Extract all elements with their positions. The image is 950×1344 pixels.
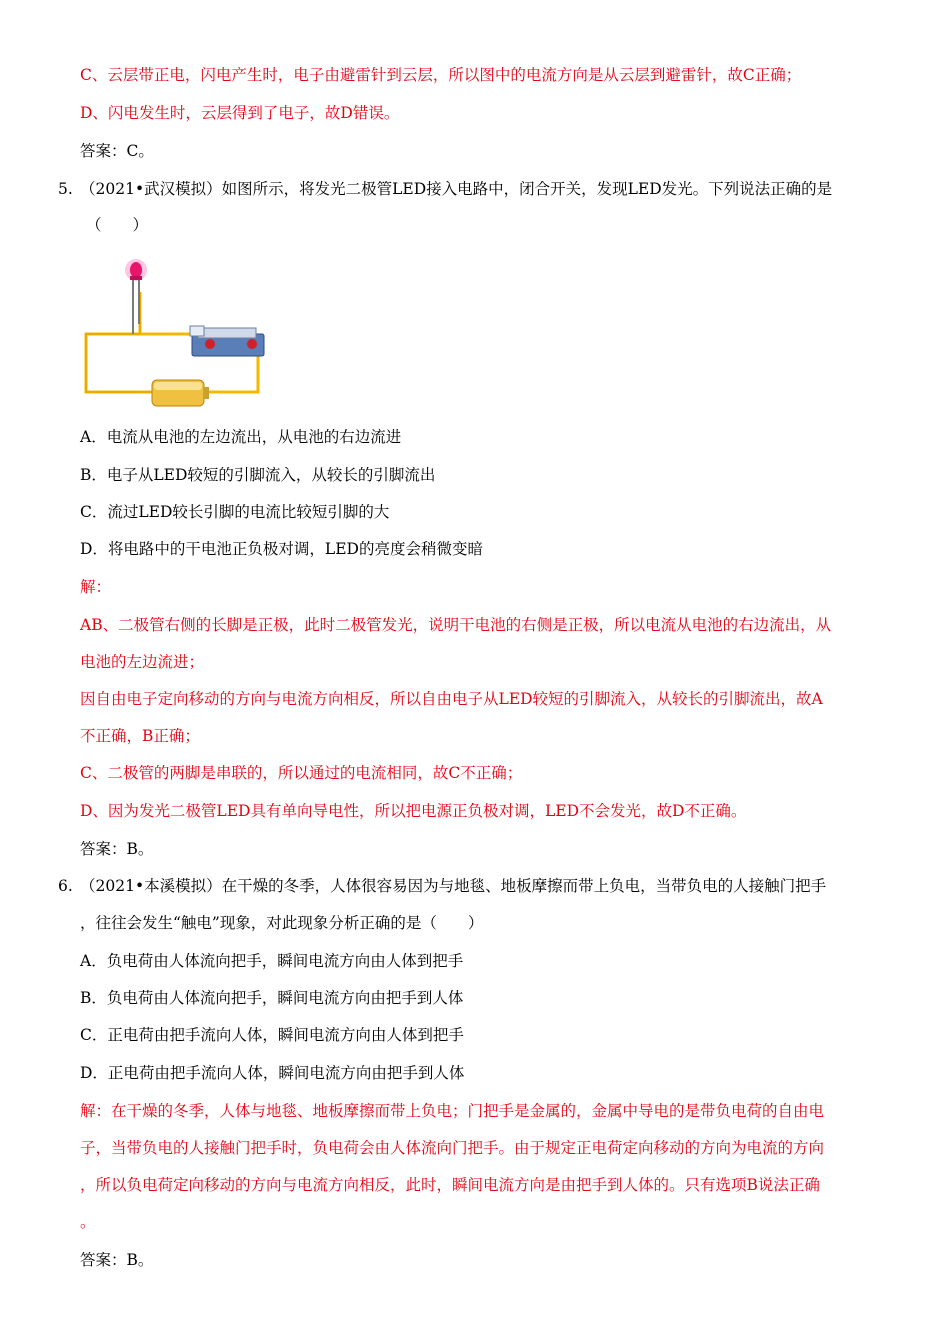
led-circuit-diagram <box>72 252 272 412</box>
question-5-number: 5. <box>58 180 73 198</box>
q5-solution-d: D、因为发光二极管LED具有单向导电性，所以把电源正负极对调，LED不会发光，故D不正确。 <box>80 802 747 820</box>
q5-solution-ab-2: 电池的左边流进； <box>80 653 205 671</box>
q5-option-b: B．电子从LED较短的引脚流入，从较长的引脚流出 <box>80 466 436 484</box>
question-6-stem-2: ，往往会发生“触电”现象，对此现象分析正确的是（ ） <box>80 914 484 932</box>
q6-option-c: C．正电荷由把手流向人体，瞬间电流方向由人体到把手 <box>80 1026 464 1044</box>
q6-option-b: B．负电荷由人体流向把手，瞬间电流方向由把手到人体 <box>80 989 464 1007</box>
q5-solution-label: 解： <box>80 578 112 596</box>
q6-option-d: D．正电荷由把手流向人体，瞬间电流方向由把手到人体 <box>80 1064 465 1082</box>
q5-option-c: C．流过LED较长引脚的电流比较短引脚的大 <box>80 503 390 521</box>
prev-option-c-explanation: C、云层带正电，闪电产生时，电子由避雷针到云层，所以图中的电流方向是从云层到避雷针，故C正确； <box>80 66 802 84</box>
q6-option-a: A．负电荷由人体流向把手，瞬间电流方向由人体到把手 <box>80 952 464 970</box>
q6-solution-1: 解：在干燥的冬季，人体与地毯、地板摩擦而带上负电；门把手是金属的，金属中导电的是带负电荷的自由电 <box>80 1102 825 1120</box>
prev-answer: 答案：C。 <box>80 142 154 160</box>
q6-solution-3: ，所以负电荷定向移动的方向与电流方向相反，此时，瞬间电流方向是由把手到人体的。只有选项B说法正确 <box>80 1176 820 1194</box>
question-5-blank: （ ） <box>86 216 149 234</box>
q5-solution-ab-1: AB、二极管右侧的长脚是正极，此时二极管发光，说明干电池的右侧是正极，所以电流从电池的右边流出，从 <box>80 616 832 634</box>
q6-solution-4: 。 <box>80 1213 96 1231</box>
q6-answer: 答案：B。 <box>80 1251 154 1269</box>
q5-solution-ab-4: 不正确，B正确； <box>80 727 200 745</box>
q5-option-a: A．电流从电池的左边流出，从电池的右边流进 <box>80 428 402 446</box>
q5-answer: 答案：B。 <box>80 840 154 858</box>
switch-icon <box>190 326 264 356</box>
question-6-stem-1: （2021•本溪模拟）在干燥的冬季，人体很容易因为与地毯、地板摩擦而带上负电，当带负电的人接触门把手 <box>80 877 827 895</box>
question-6-number: 6. <box>58 877 73 895</box>
q5-option-d: D．将电路中的干电池正负极对调，LED的亮度会稍微变暗 <box>80 540 483 558</box>
q5-solution-c: C、二极管的两脚是串联的，所以通过的电流相同，故C不正确； <box>80 764 523 782</box>
prev-option-d-explanation: D、闪电发生时，云层得到了电子，故D错误。 <box>80 104 400 122</box>
battery-icon <box>152 380 209 406</box>
q5-solution-ab-3: 因自由电子定向移动的方向与电流方向相反，所以自由电子从LED较短的引脚流入，从较长的引脚流出，故A <box>80 690 823 708</box>
q6-solution-2: 子，当带负电的人接触门把手时，负电荷会由人体流向门把手。由于规定正电荷定向移动的方向为电流的方向 <box>80 1139 825 1157</box>
question-5-stem: （2021•武汉模拟）如图所示，将发光二极管LED接入电路中，闭合开关，发现LED发光。下列说法正确的是 <box>80 180 833 198</box>
led-icon <box>125 259 147 334</box>
